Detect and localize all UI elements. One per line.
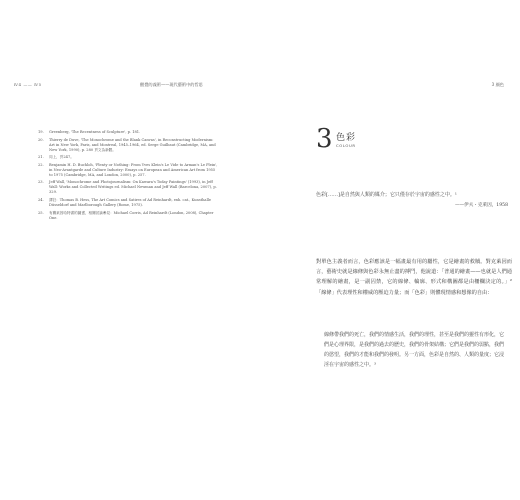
epigraph: 色彩[……]是自然與人類的媒介；它只僅存於宇宙的感性之中。¹ [316,192,457,198]
endnote-number: 24. [38,197,44,202]
chapter-subtitle: COLOUR [336,143,356,148]
endnote-text: 譯註：Thomas B. Hess, The Art Comics and Satires of Ad Reinhardt, exh. cat., Kunsthalle Düsseldorf and Marlborough Gallery (Rome, 1975). [49,197,211,207]
endnote [38,155,218,160]
endnote-text: 有關萊因哈特書的圖畫，相關討論參見：Michael Corris, Ad Reinhardt (London, 2008), Chapter One. [49,210,214,220]
chapter-title: 色彩 [336,133,357,143]
endnote [38,198,218,208]
endnote-text: Thierry de Duve, 'The Monochrome and the Blank Canvas', in Reconstructing Modernism: Art in New York, Paris, and Montreal, 1945–1964, ed. Serge Guilbaut (Cambridge, MA, and New York, 1990), p. 280 頁文為新體。 [49,137,216,152]
page-numbers: Ⅳ4 —— Ⅳ5 [14,82,42,87]
endnote-number: 21. [38,155,44,160]
quote-block: 線條帶我們的死亡，我們的情感生活，我們的理性，甚至是我們的靈性有形化，它們是心理界限，是我們的過去的歷史，我們的骨架結構；它們是我們的弱點，我們的慾望，我們的才能和我們的發明。另一方面，色彩是自然的、人類的量度；它浸淫在宇宙的感性之中。³ [324,332,505,368]
running-head-left: 醒覺的義術——現代藝術中的哲思 [140,82,203,87]
endnotes [38,130,218,223]
endnote [38,130,218,135]
chapter-number: 3 [316,124,333,154]
endnote-number: 22. [38,162,44,167]
endnote-text: Jeff Wall, 'Monochrome and Photojournalism: On Kawara's Today Paintings' (1993), in Jeff Wall: Works and Collected Writings ed. Michael Newman and Jeff Wall (Barcelona, 2007), p. 329. [49,180,217,195]
endnote-number: 20. [38,137,44,142]
epigraph-attribution: ——伊夫・克萊因，1958 [454,203,508,208]
running-head-right: 3 顏色 [491,82,504,87]
endnote-number: 23. [38,180,44,185]
endnote [38,138,218,153]
endnote [38,180,218,195]
endnote [38,211,218,221]
endnote-text: Greenberg, 'The Recentness of Sculpture', p. 181. [49,130,141,134]
endnote-number: 19. [38,130,44,134]
endnote-text: Benjamin H. D. Buchloh, 'Plenty or Nothing: From Yves Klein's Le Vide to Arman's Le Plein', in Neo-Avantgarde and Culture Industry: Essays on European and American Art from 1955 to 1975 (Cambridge, MA, and London, 2000), p. 257. [49,162,218,177]
body-paragraph: 對單色主義者而言，色彩應該是一幅畫最有用的屬性，它是繪畫的救贖。對克萊因而言，藝術史就是線條與色彩永無止盡的搏鬥，他說道：「普通的繪畫——也就是人們通常理解的繪畫，是一副囚禁，它的線條、輪廓、形式和構圖都是由柵欄決定的。」²「線條」代表理性和權威的壓迫力量；而「色彩」則體現情感和想像的自由： [316,259,512,296]
endnote [38,163,218,178]
endnote-text: 同上，頁247。 [49,155,74,160]
endnote-number: 25. [38,210,44,215]
right-page [260,0,520,500]
